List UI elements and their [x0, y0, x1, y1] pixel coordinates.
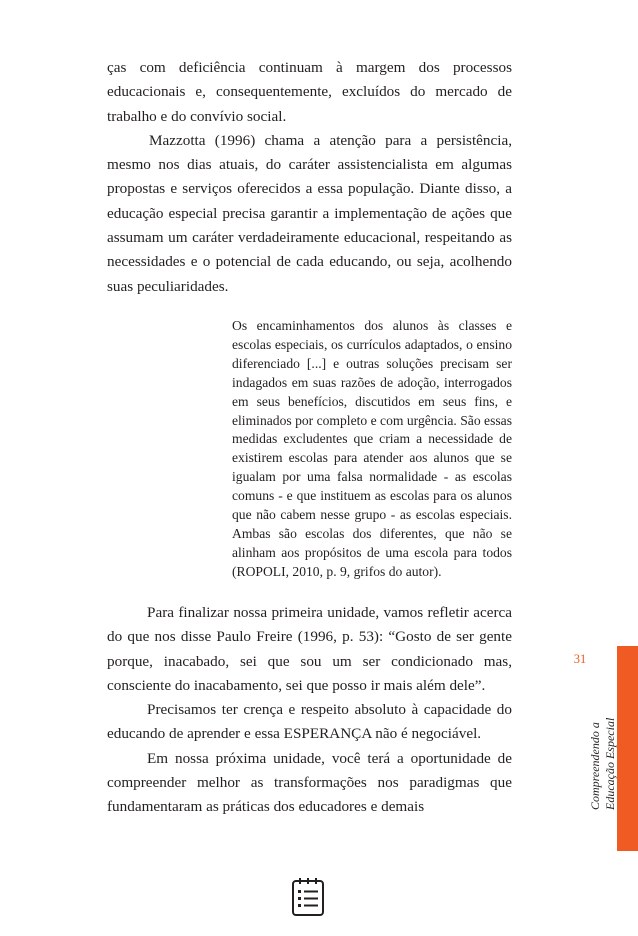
paragraph: ças com deficiência continuam à margem dos processos educacionais e, consequentemente, excluídos do mercado de trabalho e do convívio social. — [107, 59, 512, 125]
paragraph: Precisamos ter crença e respeito absoluto à capacidade do educando de aprender e essa ESPERANÇA não é negociável. — [107, 701, 512, 743]
paragraph: Para finalizar nossa primeira unidade, vamos refletir acerca do que nos disse Paulo Freire (1996, p. 53): “Gosto de ser gente porque, inacabado, sei que sou um ser condicionado mas, consciente do inacabamento, sei que posso ir mais além dele”. — [107, 604, 512, 694]
body-text-top — [107, 56, 512, 299]
body-text-bottom — [107, 601, 512, 820]
chapter-caption-line: Compreendendo a — [588, 722, 602, 810]
quote-text: Os encaminhamentos dos alunos às classes e escolas especiais, os currículos adaptados, o ensino diferenciado [...] e outras soluções precisam ser indagados em suas razões de adoção, interrogados em seus benefícios, discutidos em seus fins, e eliminados por completo e com urgência. São essas medidas excludentes que criam a necessidade de existirem escolas para atender aos alunos que se igualam por uma falsa normalidade - as escolas comuns - e que instituem as escolas para os alunos que não cabem nesse grupo - as escolas especiais. Ambas são escolas dos diferentes, que não se alinham aos propósitos de uma escola para todos (ROPOLI, 2010, p. 9, grifos do autor). — [232, 318, 512, 579]
document-list-icon — [291, 877, 325, 917]
chapter-caption — [588, 700, 618, 810]
chapter-caption-line: Educação Especial — [603, 717, 617, 810]
page-number: 31 — [573, 652, 587, 666]
chapter-tab — [617, 646, 638, 851]
paragraph: Em nossa próxima unidade, você terá a oportunidade de compreender melhor as transformações nos paradigmas que fundamentaram as práticas dos educadores e demais — [107, 749, 512, 816]
block-quote — [232, 317, 512, 582]
paragraph: Mazzotta (1996) chama a atenção para a persistência, mesmo nos dias atuais, do caráter assistencialista em algumas propostas e serviços oferecidos a essa população. Diante disso, a educação especial precisa garantir a implementação de ações que assumam um caráter verdadeiramente educacional, respeitando as necessidades e o potencial de cada educando, ou seja, acolhendo suas peculiaridades. — [107, 131, 512, 295]
